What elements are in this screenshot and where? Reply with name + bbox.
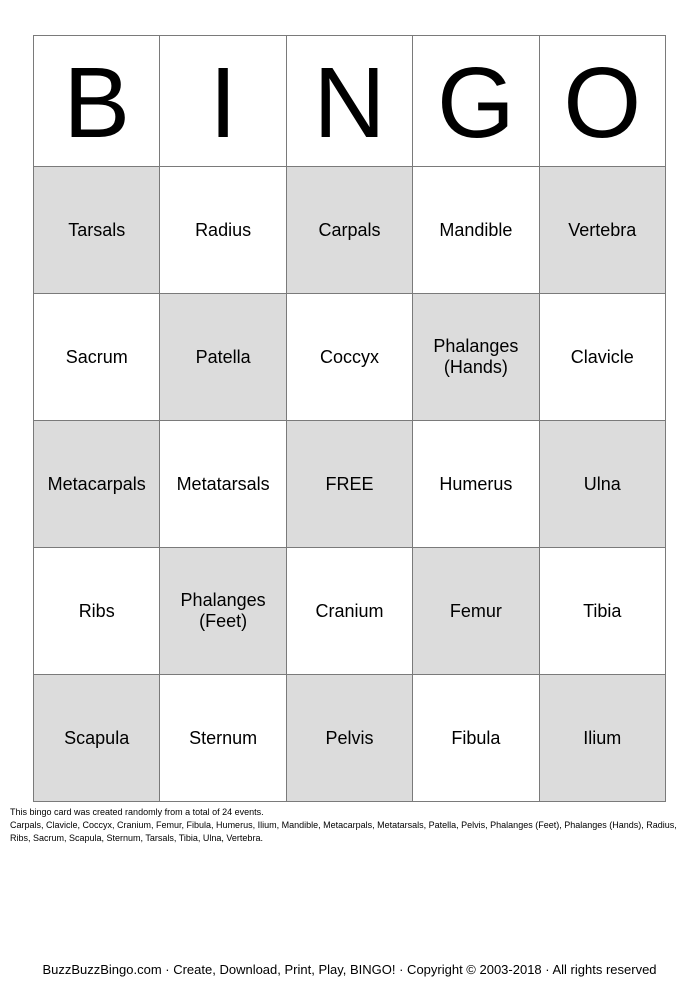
- bingo-cell: Phalanges (Feet): [160, 548, 286, 675]
- header-letter-i: I: [160, 36, 286, 167]
- page-footer: BuzzBuzzBingo.com · Create, Download, Print, Play, BINGO! · Copyright © 2003-2018 · All rights reserved: [42, 962, 657, 977]
- bingo-cell: Carpals: [286, 167, 412, 294]
- bingo-cell: Phalanges (Hands): [413, 294, 539, 421]
- bingo-cell: Cranium: [286, 548, 412, 675]
- bingo-cell: Humerus: [413, 421, 539, 548]
- card-info-summary: This bingo card was created randomly from a total of 24 events.: [10, 807, 264, 817]
- bingo-cell: Pelvis: [286, 675, 412, 802]
- bingo-cell: Vertebra: [539, 167, 665, 294]
- card-info: [10, 806, 690, 845]
- bingo-row-1: [34, 167, 666, 294]
- bingo-cell: Sacrum: [34, 294, 160, 421]
- bingo-row-3: [34, 421, 666, 548]
- bingo-cell: Tibia: [539, 548, 665, 675]
- bingo-header-row: [34, 36, 666, 167]
- bingo-row-5: [34, 675, 666, 802]
- bingo-cell: Ulna: [539, 421, 665, 548]
- header-letter-o: O: [539, 36, 665, 167]
- bingo-cell: Metacarpals: [34, 421, 160, 548]
- bingo-row-4: [34, 548, 666, 675]
- header-letter-g: G: [413, 36, 539, 167]
- bingo-cell: Mandible: [413, 167, 539, 294]
- bingo-card: [33, 35, 666, 802]
- bingo-cell: Fibula: [413, 675, 539, 802]
- header-letter-b: B: [34, 36, 160, 167]
- bingo-row-2: [34, 294, 666, 421]
- free-space-cell: FREE: [286, 421, 412, 548]
- header-letter-n: N: [286, 36, 412, 167]
- bingo-cell: Metatarsals: [160, 421, 286, 548]
- bingo-cell: Clavicle: [539, 294, 665, 421]
- bingo-cell: Patella: [160, 294, 286, 421]
- bingo-cell: Coccyx: [286, 294, 412, 421]
- bingo-cell: Ribs: [34, 548, 160, 675]
- bingo-cell: Tarsals: [34, 167, 160, 294]
- bingo-cell: Femur: [413, 548, 539, 675]
- bingo-cell: Sternum: [160, 675, 286, 802]
- bingo-cell: Scapula: [34, 675, 160, 802]
- bingo-cell: Radius: [160, 167, 286, 294]
- card-info-event-list: Carpals, Clavicle, Coccyx, Cranium, Femur, Fibula, Humerus, Ilium, Mandible, Metacarpals, Metatarsals, Patella, Pelvis, Phalanges (Feet), Phalanges (Hands), Radius, Ribs, Sacrum, Scapula, Sternum, Tarsals, Tibia, Ulna, Vertebra.: [10, 820, 677, 843]
- bingo-cell: Ilium: [539, 675, 665, 802]
